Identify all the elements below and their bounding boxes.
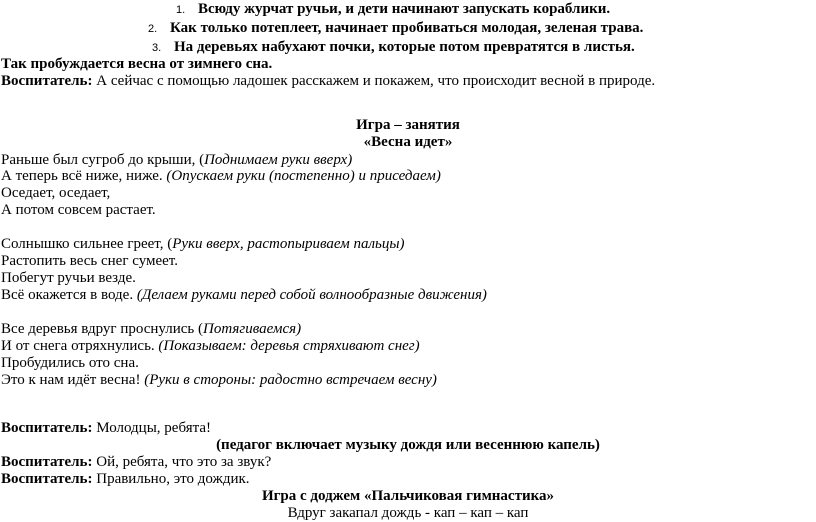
verse-text: Всё окажется в воде.	[1, 287, 137, 303]
music-note: (педагог включает музыку дождя или весеннюю капель)	[216, 437, 600, 453]
list-item	[148, 19, 643, 38]
verse-text: И от снега отряхнулись.	[1, 338, 159, 354]
teacher-intro	[1, 72, 655, 90]
verse-line	[1, 337, 420, 355]
teacher-label: Воспитатель:	[1, 420, 93, 436]
teacher-label: Воспитатель:	[1, 454, 93, 470]
verse-action: Руки вверх, растопыриваем пальцы)	[172, 236, 405, 252]
verse-action: (Руки в стороны: радостно встречаем весну)	[144, 372, 437, 388]
list-number: 3.	[152, 42, 162, 54]
teacher-question	[1, 453, 271, 471]
praise-text: Молодцы, ребята!	[92, 420, 211, 436]
verse-action: (Показываем: деревья стряхивают снег)	[158, 338, 420, 354]
list-text: Всюду журчат ручьи, и дети начинают запускать кораблики.	[198, 1, 611, 17]
verse-line: Растопить весь снег сумеет.	[1, 253, 178, 269]
verse-line	[1, 286, 487, 304]
verse-line	[1, 235, 405, 253]
list-text: Как только потеплеет, начинает пробиваться молодая, зеленая трава.	[170, 20, 644, 36]
list-number: 2.	[148, 23, 158, 35]
verse-line	[1, 167, 441, 185]
list-item	[176, 0, 610, 19]
rain-game-title: Игра с доджем «Пальчиковая гимнастика»	[261, 488, 555, 504]
list-text: На деревьях набухают почки, которые потом превратятся в листья.	[174, 39, 635, 55]
verse-action: (Делаем руками перед собой волнообразные движения)	[136, 287, 487, 303]
verse-action: Поднимаем руки вверх)	[204, 152, 353, 168]
verse-text: А теперь всё ниже, ниже.	[1, 168, 167, 184]
answer-text: Правильно, это дождик.	[92, 471, 250, 487]
verse-line: Побегут ручьи везде.	[1, 270, 136, 286]
verse-line: А потом совсем растает.	[1, 202, 156, 218]
verse-line: Пробудились ото сна.	[1, 355, 139, 371]
verse-line: Оседает, оседает,	[1, 185, 111, 201]
verse-action: (Опускаем руки (постепенно) и приседаем)	[166, 168, 441, 184]
intro-text: А сейчас с помощью ладошек расскажем и покажем, что происходит весной в природе.	[92, 73, 656, 89]
verse-text: Это к нам идёт весна!	[1, 372, 145, 388]
verse-text: Раньше был сугроб до крыши, (	[1, 152, 205, 168]
teacher-label: Воспитатель:	[1, 73, 93, 89]
verse-text: Все деревья вдруг проснулись (	[1, 321, 204, 337]
teacher-label: Воспитатель:	[1, 471, 93, 487]
rain-line: Вдруг закапал дождь - кап – кап – кап	[287, 505, 529, 521]
list-number: 1.	[176, 4, 186, 16]
game-title: Игра – занятия	[356, 117, 460, 133]
verse-line	[1, 371, 437, 389]
teacher-praise	[1, 419, 211, 437]
verse-action: Потягиваемся)	[203, 321, 302, 337]
teacher-answer	[1, 470, 250, 488]
game-subtitle: «Весна идет»	[363, 134, 453, 150]
summary-line: Так пробуждается весна от зимнего сна.	[1, 56, 273, 72]
verse-text: Солнышко сильнее греет, (	[1, 236, 173, 252]
question-text: Ой, ребята, что это за звук?	[92, 454, 272, 470]
verse-line	[1, 320, 301, 338]
